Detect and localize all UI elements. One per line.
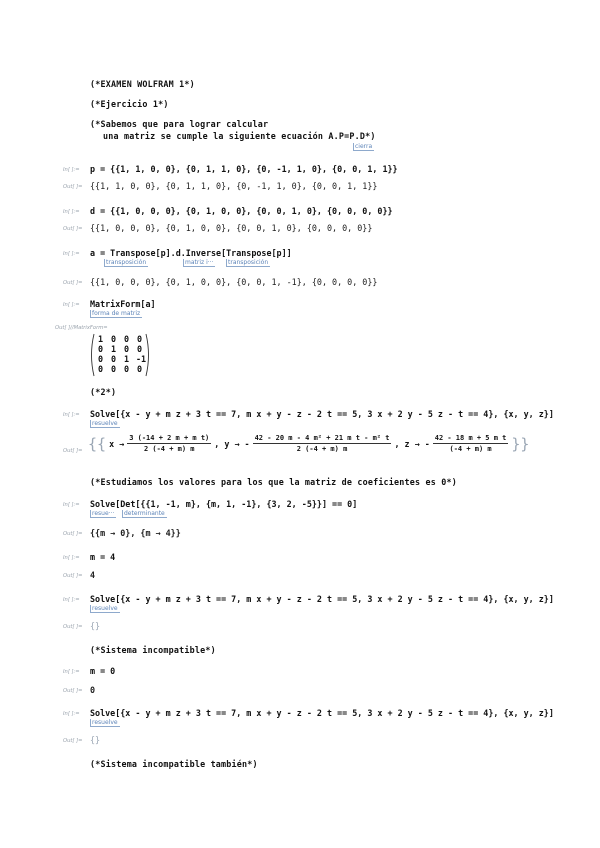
input-cell-m4[interactable]: m = 4: [90, 552, 116, 562]
input-label: In[ ]:=: [63, 251, 80, 257]
solution-y-fraction: [253, 434, 392, 453]
output-cell-empty: {}: [90, 735, 101, 745]
output-label: Out[ ]=: [63, 448, 83, 454]
input-label: In[ ]:=: [63, 669, 80, 675]
autocomplete-hint: cierra: [355, 143, 373, 150]
output-cell-d: {{1, 0, 0, 0}, {0, 1, 0, 0}, {0, 0, 1, 0}, {0, 0, 0, 0}}: [90, 223, 373, 233]
input-cell-a[interactable]: a = Transpose[p].d.Inverse[Transpose[p]]: [90, 248, 292, 258]
input-label: In[ ]:=: [63, 412, 80, 418]
input-cell-solve[interactable]: Solve[{x - y + m z + 3 t == 7, m x + y - z - 2 t == 5, 3 x + 2 y - 5 z - t == 4}, {x, y, z}]: [90, 409, 554, 419]
solution-open-brace: {{: [88, 434, 107, 453]
output-label: Out[ ]=: [63, 226, 83, 232]
comment-coefficients: (*Estudiamos los valores para los que la matriz de coeficientes es 0*): [90, 477, 457, 487]
output-cell-m4: 4: [90, 570, 96, 580]
input-label: In[ ]:=: [63, 597, 80, 603]
solution-z-numerator: 42 - 18 m + 5 m t: [434, 434, 507, 442]
solution-z-denominator: (-4 + m) m: [449, 445, 492, 453]
matrix-row: [97, 344, 142, 354]
matrix-cell: 0: [97, 354, 103, 364]
input-label: In[ ]:=: [63, 302, 80, 308]
matrix-cell: 0: [123, 364, 129, 374]
input-cell-det[interactable]: Solve[Det[{{1, -1, m}, {m, 1, -1}, {3, 2, -5}}] == 0]: [90, 499, 358, 509]
input-cell-m0[interactable]: m = 0: [90, 666, 116, 676]
output-label: Out[ ]=: [63, 688, 83, 694]
solution-x-numerator: 3 (-14 + 2 m + m t): [129, 434, 210, 442]
matrix-cell: 0: [136, 344, 142, 354]
function-hint: transposición: [228, 259, 269, 266]
output-cell-empty: {}: [90, 621, 101, 631]
output-label: Out[ ]=: [63, 531, 83, 537]
matrix-row: [97, 334, 142, 344]
solution-y-label: , y → -: [214, 438, 250, 449]
input-cell-solve-3[interactable]: Solve[{x - y + m z + 3 t == 7, m x + y - z - 2 t == 5, 3 x + 2 y - 5 z - t == 4}, {x, y, z}]: [90, 708, 554, 718]
function-hint: determinante: [124, 510, 165, 517]
solution-close-brace: }}: [511, 434, 530, 453]
matrix-cell: 0: [136, 334, 142, 344]
input-cell-p[interactable]: p = {{1, 1, 0, 0}, {0, 1, 1, 0}, {0, -1, 1, 0}, {0, 0, 1, 1}}: [90, 164, 398, 174]
input-cell-matrixform[interactable]: MatrixForm[a]: [90, 299, 156, 309]
comment-incompatible-too: (*Sistema incompatible también*): [90, 759, 258, 769]
function-hint: resue···: [92, 510, 115, 517]
matrix-cell: 0: [97, 364, 103, 374]
solution-z-fraction: [433, 434, 509, 453]
output-cell-det: {{m → 0}, {m → 4}}: [90, 528, 181, 538]
function-hint: forma de matriz: [92, 310, 141, 317]
matrix-cell: 0: [110, 364, 116, 374]
input-label: In[ ]:=: [63, 711, 80, 717]
matrix-output: [89, 333, 151, 377]
function-hint: resuelve: [92, 420, 118, 427]
input-label: In[ ]:=: [63, 209, 80, 215]
output-label: Out[ ]=: [63, 184, 83, 190]
output-cell-a: {{1, 0, 0, 0}, {0, 1, 0, 0}, {0, 0, 1, -1}, {0, 0, 0, 0}}: [90, 277, 378, 287]
input-label: In[ ]:=: [63, 167, 80, 173]
comment-part2: (*2*): [90, 387, 117, 397]
function-hint: matriz i···: [185, 259, 214, 266]
solution-y-denominator: 2 (-4 + m) m: [296, 445, 348, 453]
input-cell-solve-2[interactable]: Solve[{x - y + m z + 3 t == 7, m x + y - z - 2 t == 5, 3 x + 2 y - 5 z - t == 4}, {x, y, z}]: [90, 594, 554, 604]
function-hint: resuelve: [92, 605, 118, 612]
output-label: Out[ ]//MatrixForm=: [55, 325, 108, 331]
output-label: Out[ ]=: [63, 738, 83, 744]
function-hint: transposición: [106, 259, 147, 266]
solution-x-fraction: [127, 434, 211, 453]
matrix-cell: 1: [97, 334, 103, 344]
matrix-row: [97, 354, 147, 364]
matrix-cell: 0: [136, 364, 142, 374]
matrix-row: [97, 364, 142, 374]
solution-output: [88, 434, 529, 453]
output-label: Out[ ]=: [63, 573, 83, 579]
matrix-body: [97, 334, 147, 374]
matrix-cell: 1: [110, 344, 116, 354]
input-cell-d[interactable]: d = {{1, 0, 0, 0}, {0, 1, 0, 0}, {0, 0, 1, 0}, {0, 0, 0, 0}}: [90, 206, 393, 216]
matrix-cell: 1: [123, 354, 129, 364]
function-hint: resuelve: [92, 719, 118, 726]
solution-x-label: x →: [109, 438, 125, 449]
matrix-cell: -1: [136, 354, 147, 364]
output-cell-m0: 0: [90, 685, 96, 695]
matrix-cell: 0: [110, 334, 116, 344]
comment-title: (*EXAMEN WOLFRAM 1*): [90, 79, 195, 89]
matrix-cell: 0: [97, 344, 103, 354]
comment-intro-line2: una matriz se cumple la siguiente ecuación A.P=P.D*): [103, 131, 376, 141]
comment-incompatible: (*Sistema incompatible*): [90, 645, 216, 655]
solution-y-numerator: 42 - 20 m - 4 m² + 21 m t - m² t: [254, 434, 390, 442]
output-label: Out[ ]=: [63, 280, 83, 286]
solution-x-denominator: 2 (-4 + m) m: [143, 445, 195, 453]
output-cell-p: {{1, 1, 0, 0}, {0, 1, 1, 0}, {0, -1, 1, 0}, {0, 0, 1, 1}}: [90, 181, 378, 191]
comment-intro-line1: (*Sabemos que para lograr calcular: [90, 119, 269, 129]
matrix-cell: 0: [110, 354, 116, 364]
output-label: Out[ ]=: [63, 624, 83, 630]
solution-z-label: , z → -: [394, 438, 430, 449]
matrix-cell: 0: [123, 334, 129, 344]
input-label: In[ ]:=: [63, 555, 80, 561]
input-label: In[ ]:=: [63, 502, 80, 508]
matrix-cell: 0: [123, 344, 129, 354]
comment-exercise: (*Ejercicio 1*): [90, 99, 169, 109]
